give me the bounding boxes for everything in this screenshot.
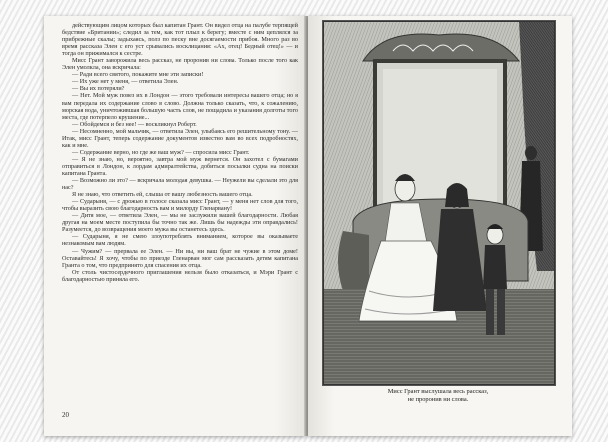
engraving-illustration xyxy=(322,20,556,386)
paragraph: — Содержание верно, но где же ваш муж? — спросила мисс Грант. xyxy=(72,148,250,156)
caption-line: Мисс Грант выслушала весь рассказ, xyxy=(387,388,489,395)
paragraph: Я не знаю, что ответить ей, слыша от вашу любезность вашего отца. xyxy=(72,191,253,199)
paragraph: От столь чистосердечного приглашения нельзя было отказаться, и Мэри Грант с благодарностью приняла его. xyxy=(62,268,298,283)
paragraph: — Сударыня, — с дрожью в голосе сказала мисс Грант, — у меня нет слов для того, чтобы выразить свою благодарность вам и милорду Гленарвану! xyxy=(62,198,298,213)
illustration-caption xyxy=(322,388,554,404)
paragraph: — Возможно ли это? — вскричала молодая девушка. — Неужели вы сделали это для нас? xyxy=(62,177,298,192)
paragraph: — Нет. Мой муж повез их в Лондон — этого требовали интересы вашего отца; но я вам передала их содержание слово в слово. Должна только сказать, что, к сожалению, морская вода, уничтожившая большую часть слов, не пощадила и указания долготы того места, где потерпело крушение... xyxy=(62,92,298,121)
open-book xyxy=(44,16,572,436)
paragraph: Мисс Грант заворожила весь рассказ, не проронив ни слова. Только после того как Элен умолкла, она вскричала: xyxy=(62,57,298,72)
engraving-drawing xyxy=(323,21,555,385)
paragraph: — Ради всего святого, покажите мне эти записки! xyxy=(72,71,204,79)
paragraph: — Их уже нет у меня, — ответила Элен. xyxy=(72,78,179,86)
paragraph: — Сударыня, я не смею злоупотреблять вниманием, которое вы оказываете незнакомым вам людям. xyxy=(62,233,298,248)
body-text xyxy=(62,22,298,406)
paragraph: — Дитя мое, — ответила Элен, — мы не заслужили вашей благодарности. Любая другая на моем месте поступила бы точно так же. Лишь бы надежды эти оправдались! Разумеется, до возвращения моего мужа вы останетесь здесь. xyxy=(62,212,298,234)
paragraph: — Чужим? — прервала ее Элен. — Ни вы, ни ваш брат не чужие в этом доме! Оставайтесь! Я хочу, чтобы по приезде Гленарван мог сам рассказать детям капитана Гранта о том, что предпринято для спасения их отца. xyxy=(62,247,298,269)
paragraph: действующим лицом которых был капитан Грант. Он видел отца на палубе терпящей бедствие «Британии»; следил за тем, как тот плыл к берегу; вместе с ним цеплялся за прибрежные скалы; задыхаясь, полз по песку вне досягаемости прибоя. Много раз во время рассказа Элен с его уст срывались восклицания: «Ах, отец! Бедный отец!» — и тогда он прижимался к сестре. xyxy=(62,22,298,58)
paragraph: — Я не знаю, но, вероятно, завтра мой муж вернется. Он захотел с бумагами отправиться в Лондон, к лордам адмиралтейства, добиться посылки судна на поиски капитана Гранта. xyxy=(62,155,298,177)
caption-line: не проронив ни слова. xyxy=(407,396,469,403)
page-number: 20 xyxy=(62,411,69,419)
paragraph: — Вы их потеряли? xyxy=(72,85,125,93)
left-page xyxy=(44,16,306,436)
paragraph: — Обойдемся и без нее! — воскликнул Роберт. xyxy=(72,120,197,128)
right-page xyxy=(308,16,572,436)
paragraph: — Несомненно, мой мальчик, — ответила Элен, улыбаясь его решительному тону. — Итак, мисс Грант, теперь содержание документов известно вам во всех подробностях, как и мне. xyxy=(62,127,298,149)
